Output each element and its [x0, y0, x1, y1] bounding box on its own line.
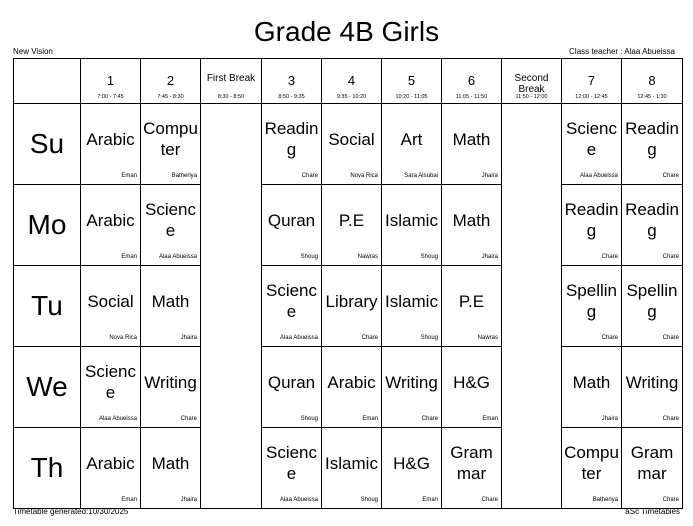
- subject-name: Quran: [267, 210, 316, 230]
- subject-name: Reading: [625, 200, 679, 240]
- period-time: 7:00 - 7:45: [97, 94, 124, 100]
- lesson-cell: [382, 185, 442, 266]
- corner-cell: [14, 59, 81, 104]
- period-time: 12:00 - 12:45: [575, 94, 608, 100]
- subject-name: Social: [328, 129, 375, 149]
- day-name: Th: [30, 452, 64, 483]
- teacher-name: Jhaira: [481, 254, 498, 260]
- subject-name: Science: [84, 362, 137, 402]
- teacher-name: Alaa Abueissa: [158, 254, 197, 260]
- teacher-name: Nova Rica: [350, 173, 378, 179]
- lesson-cell: [562, 185, 622, 266]
- period-number: 4: [347, 73, 356, 88]
- period-header: [562, 59, 622, 104]
- subject-name: Arabic: [86, 210, 135, 230]
- lesson-cell: [81, 347, 141, 428]
- teacher-name: Batheriya: [171, 173, 197, 179]
- subject-name: Science: [265, 281, 318, 321]
- teacher-name: Shoug: [420, 335, 438, 341]
- teacher-name: Chare: [180, 416, 197, 422]
- teacher-name: Jhaira: [601, 416, 618, 422]
- teacher-name: Shoug: [300, 254, 318, 260]
- teacher-name: Nawras: [357, 254, 378, 260]
- teacher-name: Chare: [601, 335, 618, 341]
- generated-date: Timetable generated:10/30/2025: [13, 507, 129, 516]
- period-time: 12:45 - 1:30: [637, 94, 667, 100]
- software-credit: aSc Timetables: [625, 507, 680, 516]
- lesson-cell: [622, 104, 683, 185]
- lesson-cell: [562, 266, 622, 347]
- period-time: 8:50 - 9:35: [278, 94, 305, 100]
- lesson-cell: [262, 104, 322, 185]
- period-time: 11:05 - 11:50: [455, 94, 488, 100]
- lesson-cell: [141, 266, 201, 347]
- teacher-name: Eman: [121, 497, 137, 503]
- teacher-name: Chare: [662, 497, 679, 503]
- subject-name: Math: [452, 129, 491, 149]
- period-header: [141, 59, 201, 104]
- lesson-cell: [622, 347, 683, 428]
- teacher-name: Chare: [662, 254, 679, 260]
- subject-name: Grammar: [630, 443, 674, 483]
- day-row: [14, 347, 683, 428]
- subject-name: Social: [87, 291, 134, 311]
- lesson-cell: [141, 347, 201, 428]
- break-column: [201, 104, 262, 509]
- period-number: 6: [467, 73, 476, 88]
- subject-name: Arabic: [327, 372, 376, 392]
- subject-name: Writing: [625, 372, 679, 392]
- period-number: 7: [587, 73, 596, 88]
- subject-name: Writing: [385, 372, 438, 392]
- lesson-cell: [322, 104, 382, 185]
- subject-name: Computer: [143, 119, 198, 159]
- subject-name: Math: [151, 453, 190, 473]
- lesson-cell: [262, 266, 322, 347]
- lesson-cell: [141, 185, 201, 266]
- period-header: [81, 59, 141, 104]
- school-name: New Vision: [13, 47, 53, 56]
- lesson-cell: [382, 104, 442, 185]
- teacher-name: Eman: [362, 416, 378, 422]
- teacher-name: Alaa Abueissa: [579, 173, 618, 179]
- subject-name: Computer: [564, 443, 619, 483]
- subject-name: H&G: [393, 453, 430, 473]
- period-header: [262, 59, 322, 104]
- subject-name: Writing: [144, 372, 197, 392]
- day-cell: [14, 428, 81, 509]
- period-header: [442, 59, 502, 104]
- day-name: Su: [29, 128, 65, 159]
- lesson-cell: [322, 428, 382, 509]
- period-header: [322, 59, 382, 104]
- page-title: Grade 4B Girls: [253, 16, 440, 47]
- lesson-cell: [141, 104, 201, 185]
- period-header: [382, 59, 442, 104]
- lesson-cell: [262, 428, 322, 509]
- subject-name: Spelling: [565, 281, 618, 321]
- lesson-cell: [442, 347, 502, 428]
- subject-name: P.E: [458, 291, 485, 311]
- lesson-cell: [622, 185, 683, 266]
- period-time: 9:35 - 10:20: [336, 94, 367, 100]
- subject-name: Arabic: [86, 453, 135, 473]
- day-row: [14, 185, 683, 266]
- subject-name: Reading: [625, 119, 679, 159]
- teacher-name: Chare: [421, 416, 438, 422]
- teacher-name: Chare: [481, 497, 498, 503]
- teacher-name: Chare: [662, 416, 679, 422]
- lesson-cell: [382, 428, 442, 509]
- lesson-cell: [322, 266, 382, 347]
- day-row: [14, 266, 683, 347]
- teacher-name: Nawras: [477, 335, 498, 341]
- lesson-cell: [81, 266, 141, 347]
- teacher-name: Eman: [482, 416, 498, 422]
- lesson-cell: [81, 428, 141, 509]
- class-teacher: Class teacher : Alaa Abueissa: [569, 47, 675, 56]
- subject-name: Math: [452, 210, 491, 230]
- lesson-cell: [81, 185, 141, 266]
- subject-name: Spelling: [626, 281, 678, 321]
- teacher-name: Shoug: [360, 497, 378, 503]
- day-cell: [14, 266, 81, 347]
- subject-name: Reading: [564, 200, 619, 240]
- teacher-name: Jhaira: [481, 173, 498, 179]
- teacher-name: Alaa Abueissa: [98, 416, 137, 422]
- day-cell: [14, 185, 81, 266]
- lesson-cell: [562, 347, 622, 428]
- period-time: 10:20 - 11:05: [395, 94, 428, 100]
- timetable-grid: [13, 58, 683, 509]
- period-header-row: [14, 59, 683, 104]
- teacher-name: Batheriya: [592, 497, 618, 503]
- teacher-name: Jhaira: [180, 335, 197, 341]
- break-name: Second Break: [514, 73, 549, 95]
- day-name: Mo: [27, 209, 67, 240]
- teacher-name: Alaa Abueissa: [279, 335, 318, 341]
- lesson-cell: [442, 266, 502, 347]
- teacher-name: Chare: [361, 335, 378, 341]
- teacher-name: Chare: [662, 335, 679, 341]
- teacher-name: Eman: [121, 173, 137, 179]
- period-number: 2: [166, 73, 175, 88]
- subject-name: Library: [325, 291, 378, 311]
- lesson-cell: [141, 428, 201, 509]
- teacher-name: Shoug: [300, 416, 318, 422]
- lesson-cell: [262, 347, 322, 428]
- lesson-cell: [382, 266, 442, 347]
- subject-name: Quran: [267, 372, 316, 392]
- subject-name: Islamic: [325, 453, 378, 473]
- subject-name: Science: [565, 119, 618, 159]
- day-name: Tu: [31, 290, 63, 321]
- day-cell: [14, 104, 81, 185]
- subject-name: Islamic: [385, 210, 438, 230]
- subject-name: Science: [144, 200, 197, 240]
- break-time: 8:30 - 8:50: [217, 94, 245, 100]
- teacher-name: Sara Alsubai: [404, 173, 438, 179]
- teacher-name: Jhaira: [180, 497, 197, 503]
- period-header: [622, 59, 683, 104]
- teacher-name: Eman: [121, 254, 137, 260]
- period-number: 5: [407, 73, 416, 88]
- teacher-name: Nova Rica: [109, 335, 137, 341]
- period-number: 3: [287, 73, 296, 88]
- subject-name: Reading: [264, 119, 319, 159]
- break-header: [201, 59, 262, 104]
- lesson-cell: [262, 185, 322, 266]
- teacher-name: Eman: [422, 497, 438, 503]
- subject-name: Arabic: [86, 129, 135, 149]
- teacher-name: Alaa Abueissa: [279, 497, 318, 503]
- break-header: [502, 59, 562, 104]
- subject-name: H&G: [453, 372, 490, 392]
- break-time: 11:50 - 12:00: [515, 94, 548, 100]
- lesson-cell: [382, 347, 442, 428]
- subject-name: Science: [265, 443, 318, 483]
- lesson-cell: [442, 185, 502, 266]
- lesson-cell: [622, 428, 683, 509]
- break-name: First Break: [206, 73, 256, 84]
- lesson-cell: [322, 347, 382, 428]
- subject-name: Islamic: [385, 291, 438, 311]
- subject-name: Math: [572, 372, 611, 392]
- lesson-cell: [622, 266, 683, 347]
- subject-name: Grammar: [450, 443, 493, 483]
- break-column: [502, 104, 562, 509]
- lesson-cell: [81, 104, 141, 185]
- period-time: 7:45 - 8:30: [157, 94, 184, 100]
- period-number: 8: [648, 73, 656, 88]
- subject-name: Art: [400, 129, 423, 149]
- lesson-cell: [562, 428, 622, 509]
- lesson-cell: [442, 104, 502, 185]
- lesson-cell: [562, 104, 622, 185]
- teacher-name: Chare: [601, 254, 618, 260]
- day-cell: [14, 347, 81, 428]
- teacher-name: Chare: [662, 173, 679, 179]
- day-row: [14, 104, 683, 185]
- subject-name: P.E: [338, 210, 365, 230]
- subject-name: Math: [151, 291, 190, 311]
- period-number: 1: [106, 73, 115, 88]
- lesson-cell: [322, 185, 382, 266]
- day-row: [14, 428, 683, 509]
- lesson-cell: [442, 428, 502, 509]
- teacher-name: Shoug: [420, 254, 438, 260]
- teacher-name: Chare: [301, 173, 318, 179]
- day-name: We: [26, 371, 68, 402]
